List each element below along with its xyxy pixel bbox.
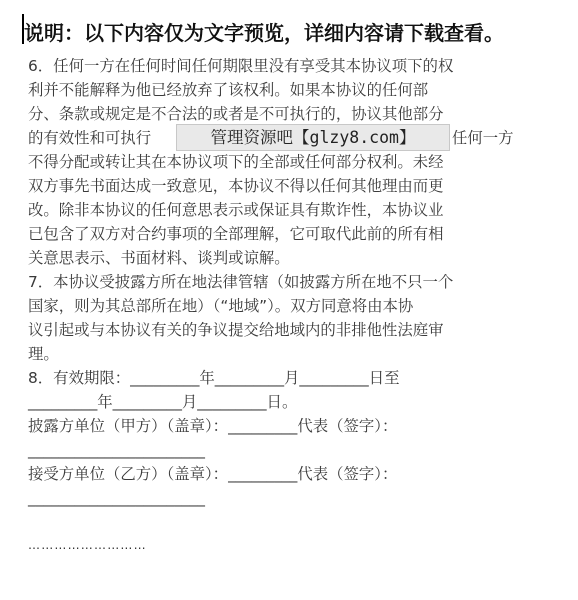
receiving-party-line: 接受方单位（乙方）（盖章）：_________代表（签字）： — [28, 465, 398, 483]
doc-line: 已包含了双方对合约事项的全部理解，它可取代此前的所有相 — [28, 225, 444, 243]
doc-line: 国家，则为其总部所在地）（“地域”）。双方同意将由本协 — [28, 297, 414, 315]
validity-period-line: _________年_________月_________日。 — [28, 393, 298, 411]
doc-line: 议引起或与本协议有关的争议提交给地域内的非排他性法庭审 — [28, 321, 444, 339]
doc-line: 改。除非本协议的任何意思表示或保证具有欺诈性，本协议业 — [28, 201, 444, 219]
doc-line: 关意思表示、书面材料、谈判或谅解。 — [28, 249, 290, 267]
preview-notice-banner — [22, 14, 576, 44]
disclosing-party-line: 披露方单位（甲方）（盖章）：_________代表（签字）： — [28, 417, 398, 435]
signature-blank: _______________________ — [28, 489, 205, 507]
doc-line: 6．任何一方在任何时间任何期限里没有享受其本协议项下的权 — [28, 57, 454, 75]
preview-notice-text: 说明：以下内容仅为文字预览，详细内容请下载查看。 — [24, 21, 504, 45]
trailing-dots: ……………………… — [28, 538, 147, 552]
doc-line: 任何一方 — [452, 129, 514, 147]
doc-line: 不得分配或转让其在本协议项下的全部或任何部分权利。未经 — [28, 153, 444, 171]
doc-line: 7．本协议受披露方所在地法律管辖（如披露方所在地不只一个 — [28, 273, 454, 291]
doc-line: 的有效性和可执行 — [28, 129, 152, 147]
signature-blank: _______________________ — [28, 441, 205, 459]
watermark-label: 管理资源吧【glzy8.com】 — [176, 124, 450, 151]
doc-line: 分、条款或规定是不合法的或者是不可执行的，协议其他部分 — [28, 105, 444, 123]
validity-period-line: 8．有效期限：_________年_________月_________日至 — [28, 369, 400, 387]
doc-line: 双方事先书面达成一致意见，本协议不得以任何其他理由而更 — [28, 177, 444, 195]
doc-line: 利并不能解释为他已经放弃了该权利。如果本协议的任何部 — [28, 81, 429, 99]
doc-line: 理。 — [28, 345, 59, 363]
